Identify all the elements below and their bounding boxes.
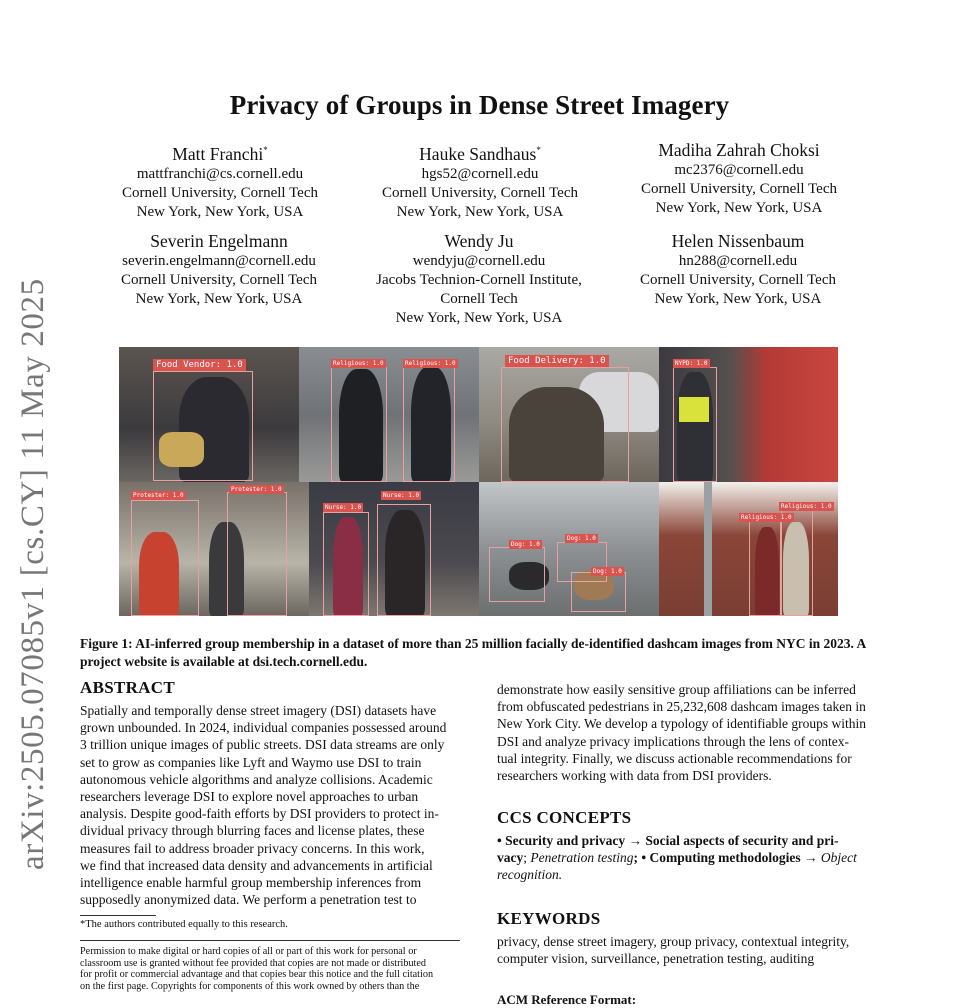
permission-rule: [80, 940, 460, 941]
label-religious: Religious: 1.0: [781, 503, 832, 510]
photo-religious-women: [659, 482, 838, 616]
keywords-heading: KEYWORDS: [497, 909, 601, 928]
abstract-heading: ABSTRACT: [80, 678, 175, 697]
text-line: tual integrity. Finally, we discuss actionable recommendations for: [497, 750, 852, 766]
photo-food-vendor: [119, 347, 299, 482]
text-line: grown unbounded. In 2024, individual companies possessed around: [80, 720, 447, 736]
label-religious: Religious: 1.0: [333, 360, 384, 367]
photo-nypd: [659, 347, 838, 482]
text-line: supposedly anonymized data. We perform a penetration test to: [80, 892, 417, 908]
text-line: 3 trillion unique images of public streets. DSI data streams are only: [80, 737, 445, 753]
author-name: Hauke Sandhaus*: [419, 143, 541, 164]
ccs-line: recognition.: [497, 867, 563, 883]
author-block: [330, 139, 630, 222]
figure-caption: Figure 1: AI-inferred group membership in a dataset of more than 25 million facially de-identified dashcam images from NYC in 2023. A project website is available at dsi.tech.cornell.edu.: [80, 636, 866, 669]
author-block: [589, 139, 889, 218]
paper-title: Privacy of Groups in Dense Street Imagery: [229, 90, 730, 120]
author-email: hgs52@cornell.edu: [421, 165, 539, 182]
teaser-figure: [119, 347, 838, 616]
photo-protester: [119, 482, 309, 616]
author-name: Helen Nissenbaum: [671, 231, 805, 251]
author-affiliation: Cornell University, Cornell Tech: [121, 272, 317, 288]
acm-reference-heading: ACM Reference Format:: [497, 992, 637, 1007]
text-line: measures fail to address broader privacy concerns. In this work,: [80, 840, 425, 856]
footnote-rule: [80, 915, 156, 916]
text-line: we find that increased data density and advancements in artificial: [80, 857, 433, 873]
photo-food-delivery: [479, 347, 659, 482]
ccs-concepts: [497, 832, 879, 884]
author-email: hn288@cornell.edu: [678, 253, 798, 269]
author-block: [588, 230, 888, 309]
author-email: severin.engelmann@cornell.edu: [122, 253, 316, 269]
author-location: New York, New York, USA: [655, 200, 823, 216]
label-food-vendor: Food Vendor: 1.0: [153, 359, 246, 371]
label-nypd: NYPD: 1.0: [675, 360, 708, 367]
text-line: computer vision, surveillance, penetration testing, auditing: [497, 951, 815, 967]
abstract-body-right: [497, 681, 879, 784]
author-email: mattfranchi@cs.cornell.edu: [136, 165, 304, 182]
author-affiliation: Cornell University, Cornell Tech: [382, 184, 578, 201]
text-line: privacy, dense street imagery, group privacy, contextual integrity,: [497, 934, 850, 949]
keywords-list: [497, 933, 879, 967]
author-affiliation: Cornell Tech: [440, 291, 518, 307]
author-location: New York, New York, USA: [396, 203, 564, 220]
author-email: mc2376@cornell.edu: [674, 162, 804, 178]
text-line: classroom use is granted without fee provided that copies are not made or distributed: [80, 957, 426, 969]
text-line: from obfuscated pedestrians in 25,232,608 dashcam images taken in: [497, 699, 866, 715]
author-block: [69, 230, 369, 309]
label-food-delivery: Food Delivery: 1.0: [505, 355, 609, 367]
abstract-body-left: [80, 702, 460, 908]
footnote: *The authors contributed equally to this research.: [80, 919, 288, 930]
label-nurse: Nurse: 1.0: [383, 492, 420, 499]
author-affiliation: Jacobs Technion-Cornell Institute,: [376, 272, 582, 288]
label-dog: Dog: 1.0: [567, 535, 596, 542]
label-dog: Dog: 1.0: [511, 541, 540, 548]
author-location: New York, New York, USA: [395, 310, 563, 326]
author-name: Wendy Ju: [444, 231, 514, 251]
author-name: Madiha Zahrah Choksi: [658, 140, 820, 160]
label-religious: Religious: 1.0: [405, 360, 456, 367]
author-location: New York, New York, USA: [135, 291, 303, 307]
author-email: wendyju@cornell.edu: [412, 253, 546, 269]
label-protester: Protester: 1.0: [231, 486, 282, 493]
text-line: researchers leverage DSI to explore novel approaches to urban: [80, 789, 419, 805]
label-nurse: Nurse: 1.0: [325, 504, 362, 511]
label-protester: Protester: 1.0: [133, 492, 184, 499]
author-block: [329, 230, 629, 328]
text-line: for profit or commercial advantage and that copies bear this notice and the full citation: [80, 969, 434, 980]
photo-dog: [479, 482, 659, 616]
author-affiliation: Cornell University, Cornell Tech: [641, 181, 837, 197]
author-location: New York, New York, USA: [136, 203, 304, 220]
label-religious: Religious: 1.0: [741, 514, 792, 521]
ccs-line: vacy; Penetration testing; • Computing methodologies → Object: [497, 850, 857, 866]
author-location: New York, New York, USA: [654, 291, 822, 307]
author-name: Matt Franchi*: [172, 143, 268, 164]
text-line: demonstrate how easily sensitive group affiliations can be inferred: [497, 682, 856, 697]
text-line: set to grow as companies like Lyft and Waymo use DSI to train: [80, 754, 422, 770]
photo-religious: [299, 347, 479, 482]
author-block: [70, 139, 370, 222]
text-line: researchers working with data from DSI providers.: [497, 768, 772, 784]
photo-nurse: [309, 482, 479, 616]
text-line: DSI and analyze privacy implications through the lens of contex-: [497, 733, 850, 749]
text-line: dividual privacy through blurring faces and license plates, these: [80, 823, 425, 839]
author-affiliation: Cornell University, Cornell Tech: [640, 272, 836, 288]
text-line: analysis. Despite good-faith efforts by DSI providers to protect in-: [80, 806, 439, 822]
label-dog: Dog: 1.0: [593, 568, 622, 575]
text-line: Permission to make digital or hard copies of all or part of this work for personal or: [80, 946, 417, 957]
ccs-line: • Security and privacy → Social aspects of security and pri-: [497, 833, 839, 848]
author-affiliation: Cornell University, Cornell Tech: [122, 184, 318, 201]
text-line: intelligence enable harmful group membership inferences from: [80, 875, 422, 891]
text-line: on the first page. Copyrights for components of this work owned by others than the: [80, 980, 420, 992]
text-line: autonomous vehicle algorithms and analyze collisions. Academic: [80, 771, 433, 787]
text-line: Spatially and temporally dense street imagery (DSI) datasets have: [80, 703, 437, 718]
ccs-heading: CCS CONCEPTS: [497, 808, 632, 827]
author-name: Severin Engelmann: [150, 231, 288, 251]
text-line: New York City. We develop a typology of identifiable groups within: [497, 716, 866, 732]
permission-notice: [80, 946, 460, 992]
arxiv-stamp: arXiv:2505.07085v1 [cs.CY] 11 May 2025: [15, 278, 51, 870]
